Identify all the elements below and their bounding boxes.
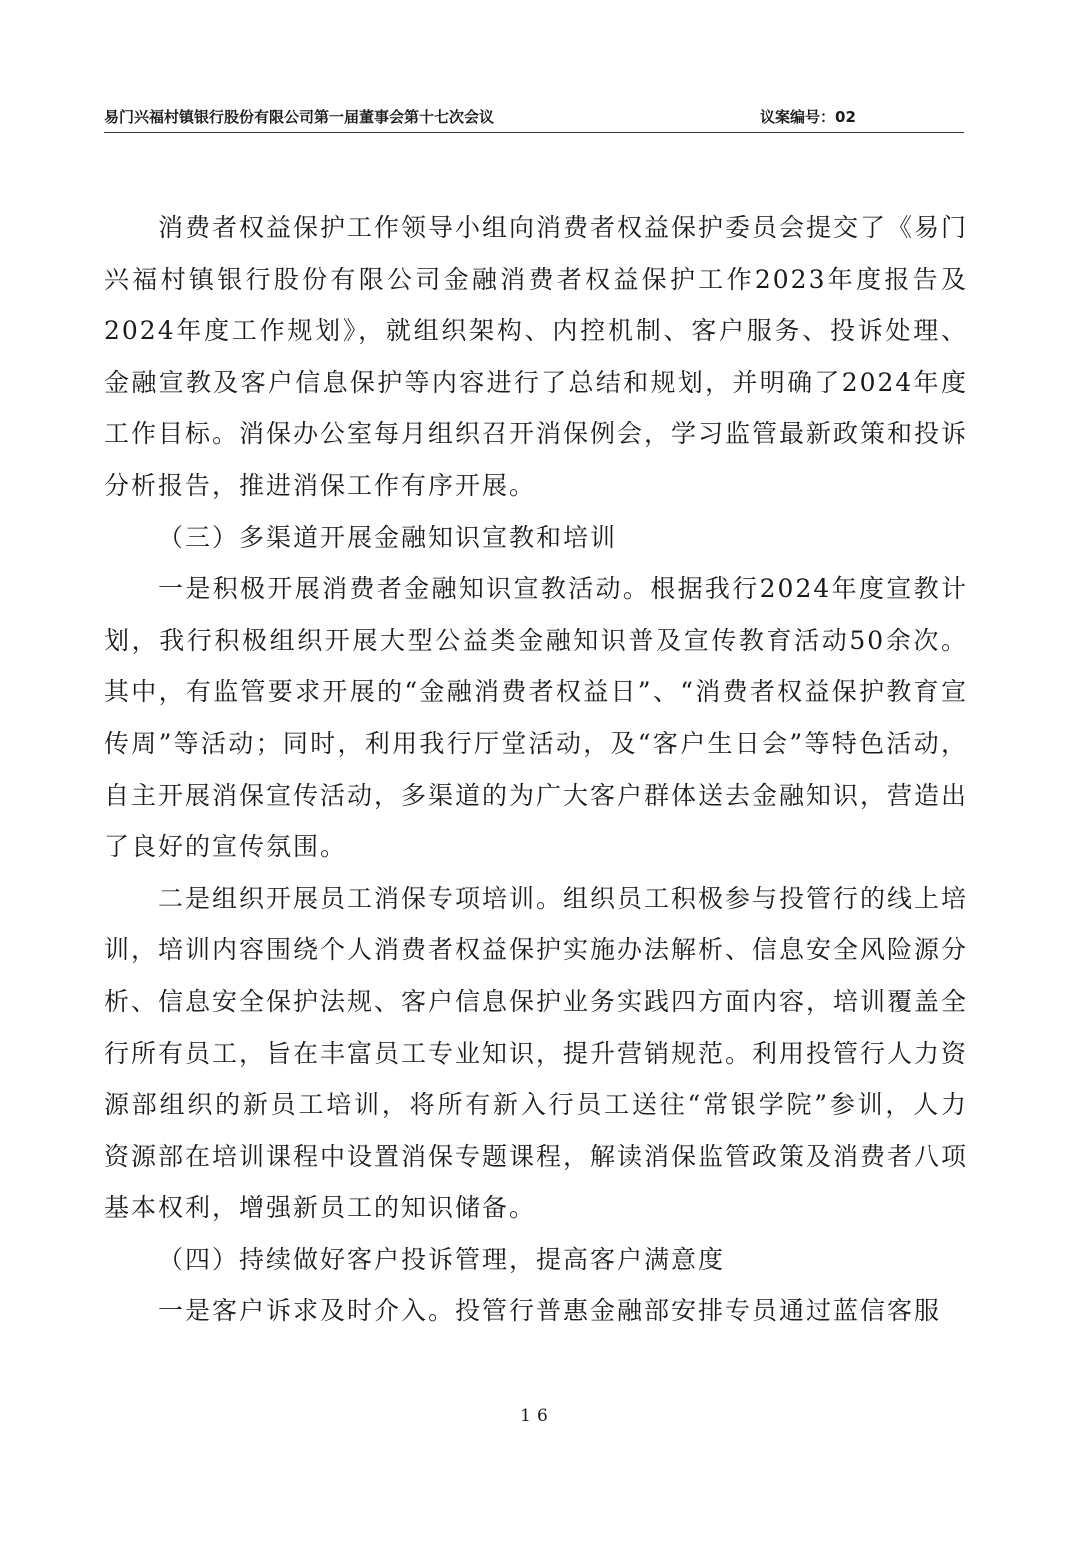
section-heading-4: （四）持续做好客户投诉管理，提高客户满意度 [158,1244,726,1274]
page-header [104,104,964,133]
meeting-title: 易门兴福村镇银行股份有限公司第一届董事会第十七次会议 [104,108,495,126]
page-number: 16 [520,1406,554,1426]
section-heading-3: （三）多渠道开展金融知识宣教和培训 [158,522,618,552]
paragraph-consumer-protection-report: 消费者权益保护工作领导小组向消费者权益保护委员会提交了《易门兴福村镇银行股份有限公司金融消费者权益保护工作2023年度报告及2024年度工作规划》，就组织架构、内控机制、客户服务、投诉处理、金融宣教及客户信息保护等内容进行了总结和规划，并明确了2024年度工作目标。消保办公室每月组织召开消保例会，学习监管最新政策和投诉分析报告，推进消保工作有序开展。 [104,213,969,500]
paragraph-staff-training: 二是组织开展员工消保专项培训。组织员工积极参与投管行的线上培训，培训内容围绕个人消费者权益保护实施办法解析、信息安全风险源分析、信息安全保护法规、客户信息保护业务实践四方面内容，培训覆盖全行所有员工，旨在丰富员工专业知识，提升营销规范。利用投管行人力资源部组织的新员工培训，将所有新入行员工送往“常银学院”参训，人力资源部在培训课程中设置消保专题课程，解读消保监管政策及消费者八项基本权利，增强新员工的知识储备。 [104,883,969,1223]
paragraph-complaint-handling: 一是客户诉求及时介入。投管行普惠金融部安排专员通过蓝信客服 [158,1296,942,1326]
proposal-number: 议案编号：02 [760,108,856,126]
paragraph-financial-education: 一是积极开展消费者金融知识宣教活动。根据我行2024年度宣教计划，我行积极组织开展大型公益类金融知识普及宣传教育活动50余次。其中，有监管要求开展的“金融消费者权益日”、“消费者权益保护教育宣传周”等活动；同时，利用我行厅堂活动，及“客户生日会”等特色活动，自主开展消保宣传活动，多渠道的为广大客户群体送去金融知识，营造出了良好的宣传氛围。 [104,574,969,862]
document-body [104,202,968,1337]
